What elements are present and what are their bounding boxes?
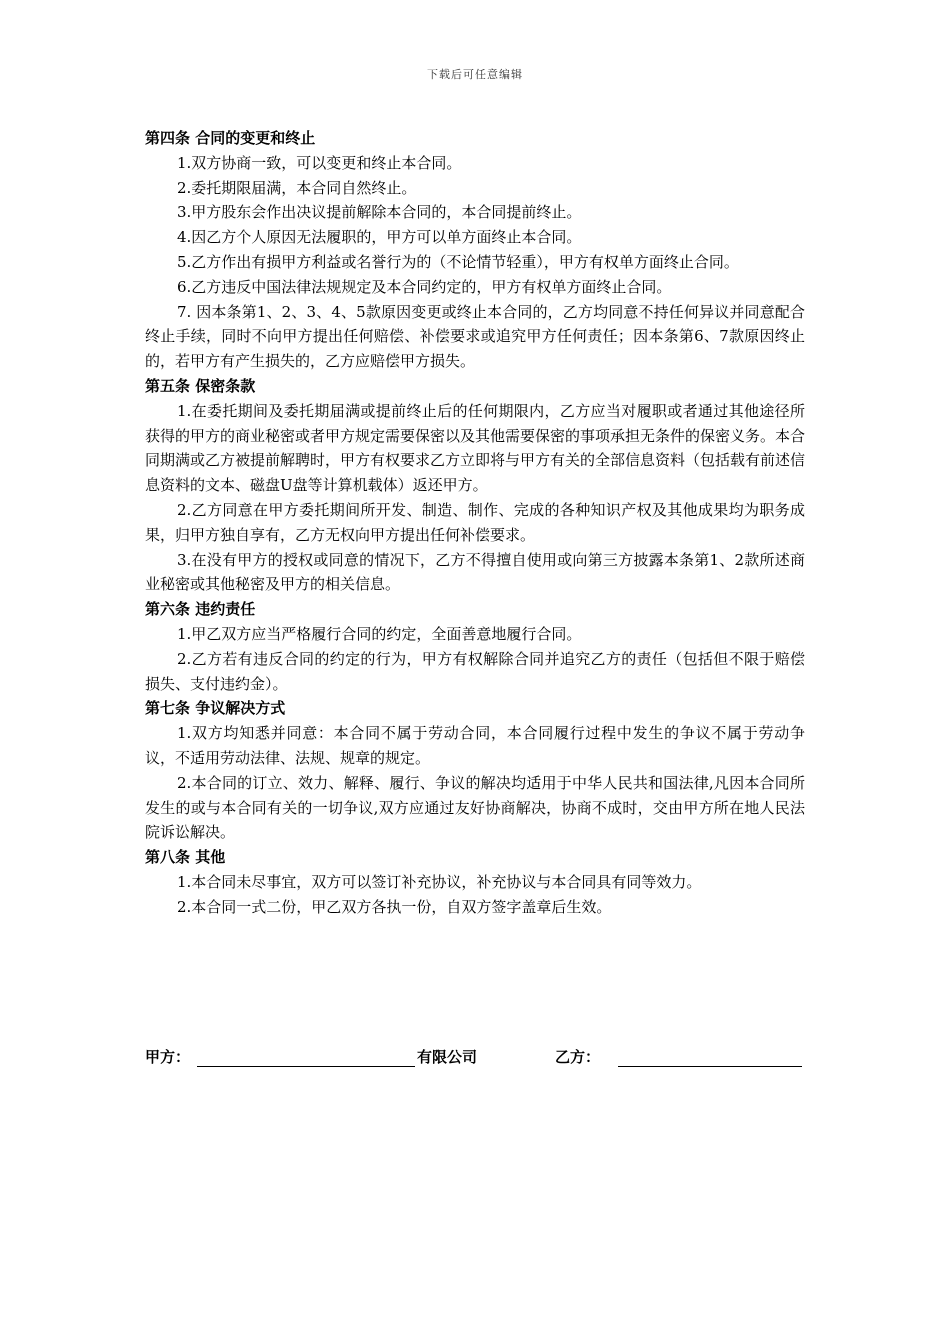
clause-paragraph: 2.乙方若有违反合同的约定的行为，甲方有权解除合同并追究乙方的责任（包括但不限于赔偿损失、支付违约金）。 bbox=[145, 649, 805, 693]
clause-paragraph: 2.本合同的订立、效力、解释、履行、争议的解决均适用于中华人民共和国法律,凡因本合同所发生的或与本合同有关的一切争议,双方应通过友好协商解决，协商不成时，交由甲方所在地人民法院诉讼解决。 bbox=[145, 773, 805, 842]
section-article-7 bbox=[145, 696, 805, 845]
clause-paragraph: 2.本合同一式二份，甲乙双方各执一份，自双方签字盖章后生效。 bbox=[177, 897, 612, 916]
page-header-watermark: 下载后可任意编辑 bbox=[427, 68, 523, 81]
clause-paragraph: 3.甲方股东会作出决议提前解除本合同的，本合同提前终止。 bbox=[177, 203, 582, 222]
section-title: 第四条 合同的变更和终止 bbox=[145, 129, 316, 147]
clause-paragraph: 4.因乙方个人原因无法履职的，甲方可以单方面终止本合同。 bbox=[177, 228, 582, 247]
section-article-6 bbox=[145, 597, 805, 696]
clause-paragraph: 1.甲乙双方应当严格履行合同的约定，全面善意地履行合同。 bbox=[177, 624, 582, 643]
party-a-signature-line bbox=[197, 1066, 415, 1067]
clause-paragraph: 2.委托期限届满，本合同自然终止。 bbox=[177, 178, 417, 197]
section-title: 第八条 其他 bbox=[145, 848, 226, 867]
section-title: 第七条 争议解决方式 bbox=[145, 699, 286, 718]
section-article-5 bbox=[145, 374, 805, 597]
clause-paragraph: 1.在委托期间及委托期届满或提前终止后的任何期限内，乙方应当对履职或者通过其他途径所获得的甲方的商业秘密或者甲方规定需要保密以及其他需要保密的事项承担无条件的保密义务。本合同期满或乙方被提前解聘时，甲方有权要求乙方立即将与甲方有关的全部信息资料（包括载有前述信息资料的文本、磁盘U盘等计算机载体）返还甲方。 bbox=[145, 401, 806, 495]
party-a-suffix: 有限公司 bbox=[417, 1048, 478, 1066]
section-article-4 bbox=[145, 126, 805, 374]
clause-paragraph: 7. 因本条第1、2、3、4、5款原因变更或终止本合同的，乙方均同意不持任何异议并同意配合终止手续，同时不向甲方提出任何赔偿、补偿要求或追究甲方任何责任；因本条第6、7款原因终止的，若甲方有产生损失的，乙方应赔偿甲方损失。 bbox=[145, 302, 805, 371]
party-a-label: 甲方： bbox=[145, 1048, 191, 1066]
party-b-signature-line bbox=[618, 1066, 802, 1067]
section-article-8 bbox=[145, 845, 805, 919]
signature-row bbox=[145, 1046, 805, 1072]
clause-paragraph: 1.双方均知悉并同意：本合同不属于劳动合同，本合同履行过程中发生的争议不属于劳动争议，不适用劳动法律、法规、规章的规定。 bbox=[145, 724, 805, 767]
clause-paragraph: 1.双方协商一致，可以变更和终止本合同。 bbox=[177, 153, 462, 172]
contract-body bbox=[145, 126, 805, 920]
clause-paragraph: 1.本合同未尽事宜，双方可以签订补充协议，补充协议与本合同具有同等效力。 bbox=[177, 872, 702, 891]
section-title: 第六条 违约责任 bbox=[145, 600, 256, 619]
clause-paragraph: 5.乙方作出有损甲方利益或名誉行为的（不论情节轻重），甲方有权单方面终止合同。 bbox=[177, 252, 739, 271]
clause-paragraph: 2.乙方同意在甲方委托期间所开发、制造、制作、完成的各种知识产权及其他成果均为职务成果，归甲方独自享有，乙方无权向甲方提出任何补偿要求。 bbox=[145, 500, 805, 544]
party-b-label: 乙方： bbox=[555, 1048, 601, 1066]
section-title: 第五条 保密条款 bbox=[145, 376, 256, 395]
clause-paragraph: 6.乙方违反中国法律法规规定及本合同约定的，甲方有权单方面终止合同。 bbox=[177, 277, 672, 296]
clause-paragraph: 3.在没有甲方的授权或同意的情况下，乙方不得擅自使用或向第三方披露本条第1、2款所述商业秘密或其他秘密及甲方的相关信息。 bbox=[145, 550, 805, 594]
